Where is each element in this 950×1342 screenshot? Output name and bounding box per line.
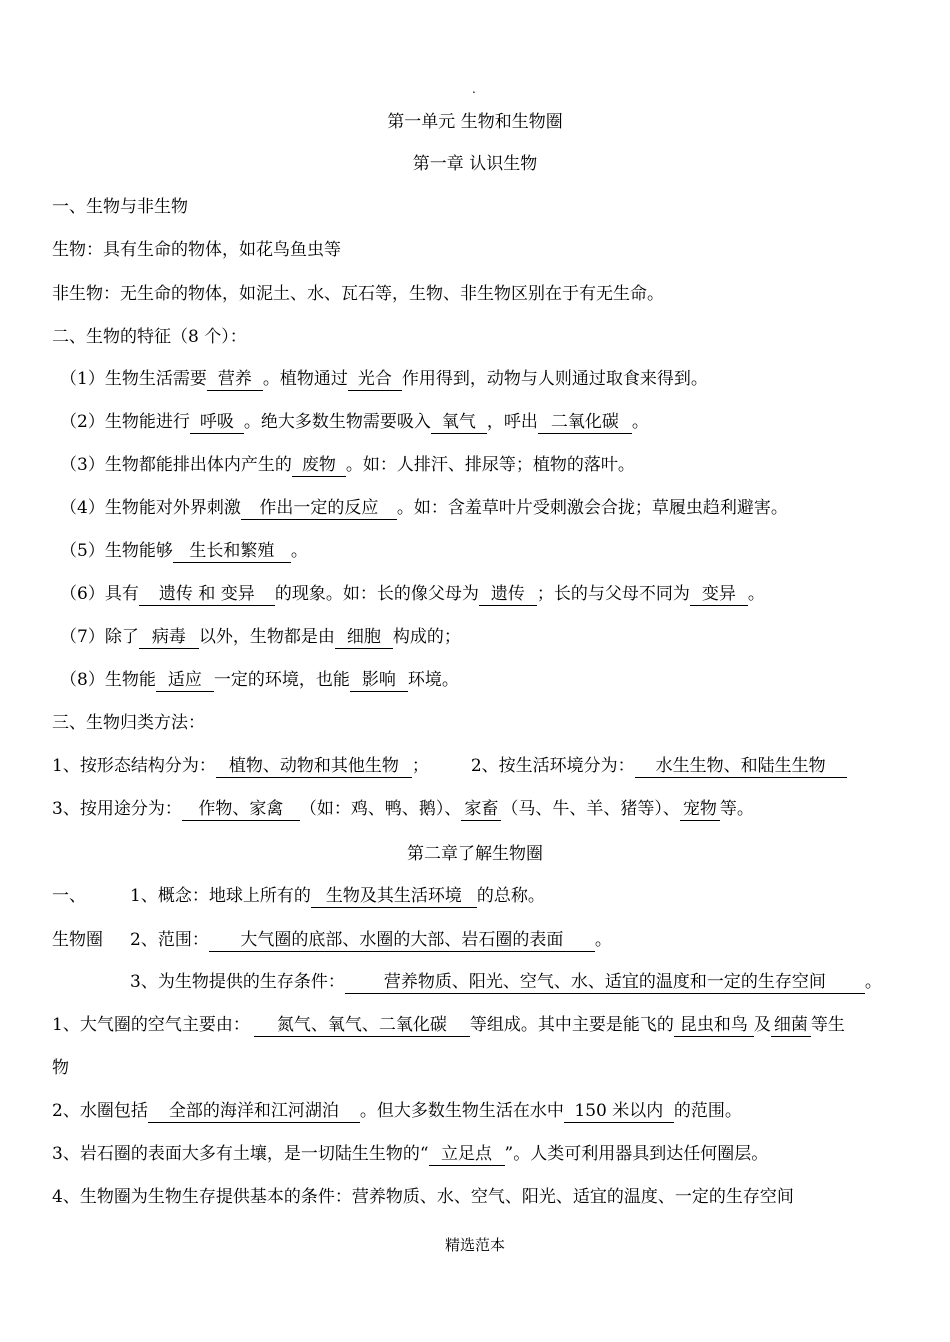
- sec1-heading: 一、生物与非生物: [52, 197, 188, 217]
- blank: 作物、家禽: [182, 798, 300, 821]
- blank: 适应: [156, 669, 214, 692]
- blank: 150 米以内: [564, 1100, 674, 1123]
- hydrosphere-line: 2、水圈包括 全部的海洋和江河湖泊 。但大多数生物生活在水中 150 米以内 的范围。: [52, 1101, 742, 1121]
- blank: 光合: [348, 368, 402, 391]
- lithosphere-line: 3、岩石圈的表面大多有土壤，是一切陆生生物的“ 立足点 ”。人类可利用器具到达任何圈层。: [52, 1144, 769, 1164]
- feature-1: （1）生物生活需要 营养 。植物通过 光合 作用得到，动物与人则通过取食来得到。: [60, 369, 708, 389]
- feature-7: （7）除了 病毒 以外，生物都是由 细胞 构成的；: [60, 627, 461, 647]
- sec3-heading: 三、生物归类方法：: [52, 713, 205, 733]
- feature-6: （6）具有 遗传 和 变异 的现象。如：长的像父母为 遗传 ；长的与父母不同为 变异 。: [60, 584, 765, 604]
- blank: 细菌: [771, 1014, 811, 1037]
- biosphere-range: 2、范围： 大气圈的底部、水圈的大部、岩石圈的表面 。: [130, 930, 612, 950]
- blank: 昆虫和鸟: [674, 1014, 754, 1037]
- blank: 遗传: [479, 583, 537, 606]
- blank: 全部的海洋和江河湖泊: [148, 1100, 360, 1123]
- feature-2: （2）生物能进行 呼吸 。绝大多数生物需要吸入 氧气 ，呼出 二氧化碳 。: [60, 412, 649, 432]
- classify-row-2: 3、按用途分为： 作物、家禽 （如：鸡、鸭、鹅）、 家畜 （马、牛、羊、猪等）、 宠物 等。: [52, 799, 754, 819]
- classify-row-1: 1、按形态结构分为： 植物、动物和其他生物 ； 2、按生活环境分为： 水生生物、和陆生生物: [52, 754, 847, 778]
- blank: 作出一定的反应: [241, 497, 397, 520]
- biosphere-basic-conditions: 4、生物圈为生物生存提供基本的条件：营养物质、水、空气、阳光、适宜的温度、一定的生存空间: [52, 1187, 794, 1207]
- sec2-heading: 二、生物的特征（8 个）：: [52, 327, 247, 347]
- blank: 病毒: [139, 626, 199, 649]
- blank: 二氧化碳: [538, 411, 632, 434]
- unit-title: 第一单元 生物和生物圈: [387, 112, 563, 132]
- blank: 立足点: [429, 1143, 505, 1166]
- biosphere-concept: 1、概念：地球上所有的 生物及其生活环境 的总称。: [130, 886, 545, 906]
- sec1-line1: 生物：具有生命的物体，如花鸟鱼虫等: [52, 240, 341, 260]
- feature-3: （3）生物都能排出体内产生的 废物 。如：人排汗、排尿等；植物的落叶。: [60, 455, 635, 475]
- blank: 遗传 和 变异: [139, 583, 275, 606]
- blank: 大气圈的底部、水圈的大部、岩石圈的表面: [209, 929, 595, 952]
- blank: 氮气、氧气、二氧化碳: [254, 1014, 470, 1037]
- atmosphere-line-cont: 物: [52, 1058, 69, 1078]
- blank: 废物: [292, 454, 346, 477]
- biosphere-label-2: 生物圈: [52, 930, 103, 950]
- biosphere-label-1: 一、: [52, 886, 86, 906]
- blank: 生物及其生活环境: [311, 885, 477, 908]
- page-footer: 精选范本: [444, 1236, 505, 1254]
- biosphere-conditions: 3、为生物提供的生存条件： 营养物质、阳光、空气、水、适宜的温度和一定的生存空间 。: [130, 972, 882, 992]
- blank: 细胞: [335, 626, 393, 649]
- blank: 呼吸: [190, 411, 244, 434]
- chapter1-title: 第一章 认识生物: [412, 154, 538, 174]
- sec1-line2: 非生物：无生命的物体，如泥土、水、瓦石等，生物、非生物区别在于有无生命。: [52, 284, 664, 304]
- feature-5: （5）生物能够 生长和繁殖 。: [60, 541, 308, 561]
- feature-8: （8）生物能 适应 一定的环境，也能 影响 环境。: [60, 670, 459, 690]
- blank: 营养: [207, 368, 263, 391]
- top-mark: .: [472, 82, 476, 96]
- blank: 植物、动物和其他生物: [216, 755, 412, 778]
- blank: 生长和繁殖: [173, 540, 291, 563]
- blank: 宠物: [680, 798, 720, 821]
- feature-4: （4）生物能对外界刺激 作出一定的反应 。如：含羞草叶片受刺激会合拢；草履虫趋利避害。: [60, 498, 788, 518]
- blank: 家畜: [461, 798, 501, 821]
- blank: 氧气: [431, 411, 487, 434]
- blank: 营养物质、阳光、空气、水、适宜的温度和一定的生存空间: [345, 971, 865, 994]
- chapter2-title: 第二章了解生物圈: [407, 844, 543, 864]
- blank: 变异: [690, 583, 748, 606]
- blank: 水生生物、和陆生生物: [635, 755, 847, 778]
- atmosphere-line: 1、大气圈的空气主要由： 氮气、氧气、二氧化碳 等组成。其中主要是能飞的 昆虫和鸟 及 细菌 等生: [52, 1015, 845, 1035]
- blank: 影响: [350, 669, 408, 692]
